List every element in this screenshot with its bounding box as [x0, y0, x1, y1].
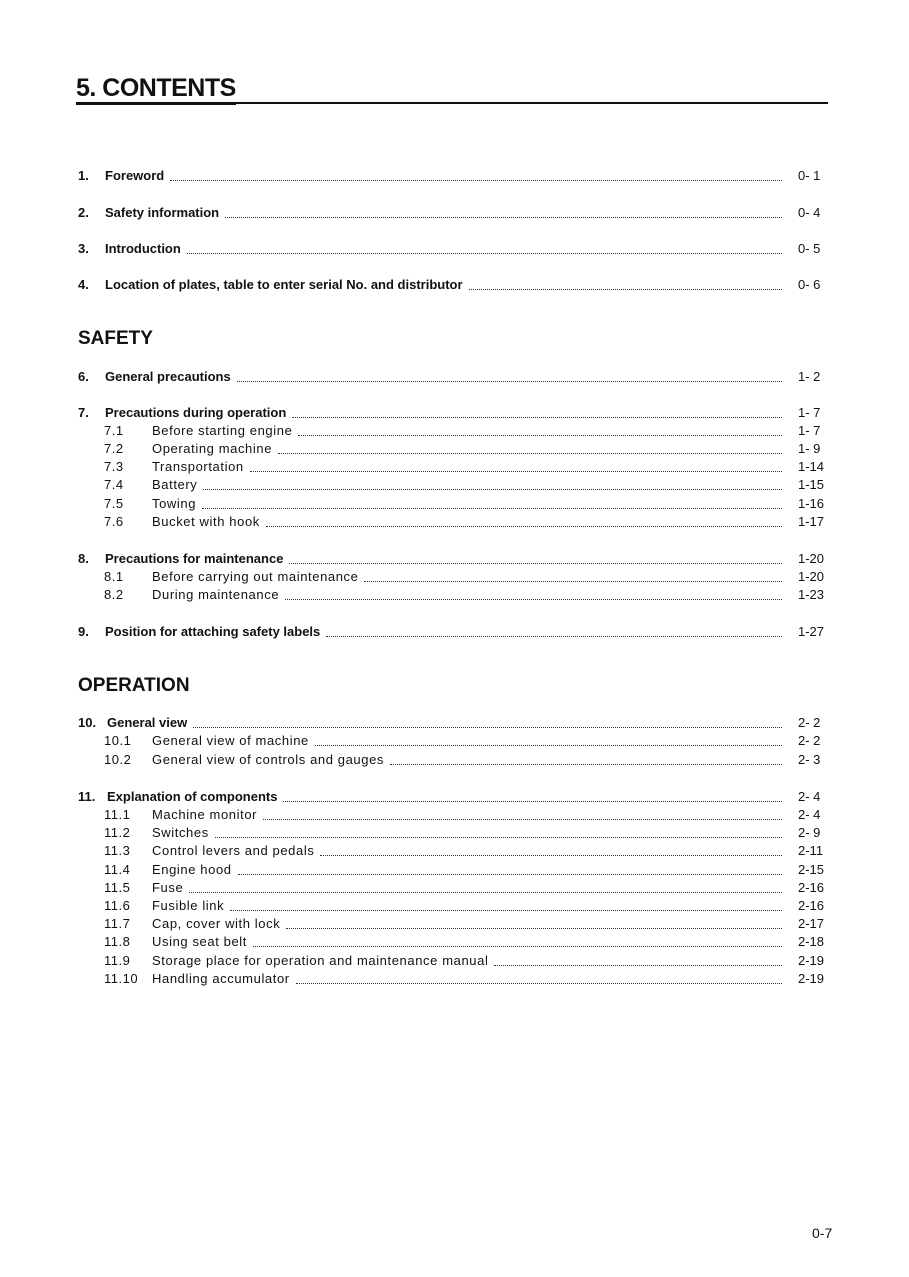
dot-leader [215, 836, 782, 838]
subentry-page: 1- 7 [798, 423, 821, 438]
subentry-number: 7.3 [104, 459, 124, 474]
subentry-number: 7.4 [104, 477, 124, 492]
dot-leader [494, 964, 782, 966]
dot-leader [364, 580, 782, 582]
subentry-number: 7.1 [104, 423, 124, 438]
entry-number: 8. [78, 551, 89, 566]
dot-leader [320, 854, 782, 856]
dot-leader [266, 525, 782, 527]
subentry-number: 11.5 [104, 880, 131, 895]
entry-label: Position for attaching safety labels [105, 624, 321, 639]
entry-label: Introduction [105, 241, 181, 256]
toc-entry[interactable] [78, 368, 830, 386]
dot-leader [237, 380, 782, 382]
subentry-page: 1- 9 [798, 441, 821, 456]
toc-subentry[interactable] [104, 970, 830, 988]
subentry-page: 1-16 [798, 496, 825, 511]
subentry-number: 11.7 [104, 916, 131, 931]
entry-page: 2- 2 [798, 715, 821, 730]
toc-subentry[interactable] [104, 440, 830, 458]
dot-leader [390, 763, 782, 765]
dot-leader [263, 818, 782, 820]
toc-entry[interactable] [78, 623, 830, 641]
dot-leader [289, 562, 782, 564]
subentry-page: 2-19 [798, 953, 825, 968]
subentry-label: Cap, cover with lock [152, 916, 281, 931]
dot-leader [286, 927, 782, 929]
toc-subentry[interactable] [104, 495, 830, 513]
entry-number: 6. [78, 369, 89, 384]
section-heading-safety: SAFETY [78, 328, 153, 349]
subentry-number: 11.2 [104, 825, 131, 840]
subentry-label: Control levers and pedals [152, 843, 315, 858]
subentry-label: Storage place for operation and maintenance manual [152, 953, 489, 968]
entry-label: Explanation of components [107, 789, 278, 804]
entry-number: 11. [78, 789, 96, 804]
dot-leader [170, 179, 782, 181]
subentry-label: Fusible link [152, 898, 225, 913]
subentry-number: 11.9 [104, 953, 131, 968]
subentry-page: 2-16 [798, 898, 825, 913]
dot-leader [193, 726, 782, 728]
subentry-page: 2-17 [798, 916, 825, 931]
subentry-label: Bucket with hook [152, 514, 260, 529]
toc-subentry[interactable] [104, 586, 830, 604]
entry-number: 2. [78, 205, 89, 220]
toc-subentry[interactable] [104, 861, 830, 879]
toc-entry[interactable] [78, 550, 830, 568]
subentry-page: 1-14 [798, 459, 825, 474]
toc-subentry[interactable] [104, 952, 830, 970]
subentry-number: 10.2 [104, 752, 132, 767]
toc-entry[interactable] [78, 404, 830, 422]
toc-entry[interactable] [78, 276, 830, 294]
subentry-page: 1-20 [798, 569, 825, 584]
subentry-page: 1-17 [798, 514, 825, 529]
entry-page: 0- 4 [798, 205, 821, 220]
entry-page: 1- 2 [798, 369, 821, 384]
subentry-number: 10.1 [104, 733, 132, 748]
toc-entry[interactable] [78, 204, 830, 222]
dot-leader [189, 891, 782, 893]
entry-page: 0- 5 [798, 241, 821, 256]
subentry-number: 8.2 [104, 587, 124, 602]
subentry-page: 2- 9 [798, 825, 821, 840]
subentry-label: Towing [152, 496, 197, 511]
entry-label: Precautions for maintenance [105, 551, 284, 566]
subentry-number: 11.4 [104, 862, 131, 877]
subentry-number: 7.6 [104, 514, 124, 529]
subentry-page: 2- 4 [798, 807, 821, 822]
subentry-label: Using seat belt [152, 934, 247, 949]
subentry-number: 8.1 [104, 569, 124, 584]
dot-leader [315, 744, 782, 746]
toc-subentry[interactable] [104, 513, 830, 531]
subentry-label: General view of machine [152, 733, 309, 748]
dot-leader [230, 909, 782, 911]
subentry-label: Before carrying out maintenance [152, 569, 359, 584]
page-title: 5. CONTENTS [76, 74, 236, 102]
dot-leader [225, 216, 782, 218]
subentry-label: Switches [152, 825, 209, 840]
subentry-label: Transportation [152, 459, 244, 474]
toc-subentry[interactable] [104, 806, 830, 824]
dot-leader [202, 507, 782, 509]
dot-leader [298, 434, 782, 436]
section-heading-operation: OPERATION [78, 675, 190, 696]
dot-leader [285, 598, 782, 600]
toc-entry[interactable] [78, 788, 830, 806]
entry-label: Foreword [105, 168, 165, 183]
entry-label: Safety information [105, 205, 220, 220]
subentry-label: Handling accumulator [152, 971, 290, 986]
dot-leader [326, 635, 782, 637]
toc-entry[interactable] [78, 167, 830, 185]
dot-leader [203, 488, 782, 490]
subentry-page: 2- 2 [798, 733, 821, 748]
entry-page: 1-27 [798, 624, 825, 639]
subentry-number: 11.3 [104, 843, 131, 858]
entry-number: 3. [78, 241, 89, 256]
entry-label: General precautions [105, 369, 231, 384]
subentry-label: Operating machine [152, 441, 273, 456]
toc-subentry[interactable] [104, 732, 830, 750]
subentry-page: 2-19 [798, 971, 825, 986]
subentry-label: Engine hood [152, 862, 232, 877]
page-number: 0-7 [812, 1225, 833, 1241]
subentry-number: 11.6 [104, 898, 131, 913]
dot-leader [278, 452, 782, 454]
toc-entry[interactable] [78, 240, 830, 258]
dot-leader [250, 470, 782, 472]
entry-page: 1-20 [798, 551, 825, 566]
subentry-page: 1-23 [798, 587, 825, 602]
dot-leader [283, 800, 782, 802]
subentry-page: 2-15 [798, 862, 825, 877]
subentry-page: 2-18 [798, 934, 825, 949]
subentry-number: 11.1 [104, 807, 131, 822]
toc-subentry[interactable] [104, 933, 830, 951]
subentry-label: Before starting engine [152, 423, 293, 438]
toc-subentry[interactable] [104, 842, 830, 860]
entry-label: Precautions during operation [105, 405, 287, 420]
entry-page: 2- 4 [798, 789, 821, 804]
toc-subentry[interactable] [104, 476, 830, 494]
subentry-page: 2-11 [798, 843, 824, 858]
toc-subentry[interactable] [104, 879, 830, 897]
dot-leader [253, 945, 782, 947]
toc-entry[interactable] [78, 714, 830, 732]
toc-subentry[interactable] [104, 568, 830, 586]
subentry-label: During maintenance [152, 587, 280, 602]
toc-subentry[interactable] [104, 751, 830, 769]
dot-leader [469, 288, 782, 290]
entry-page: 1- 7 [798, 405, 821, 420]
entry-label: Location of plates, table to enter serial No. and distributor [105, 277, 463, 292]
toc-subentry[interactable] [104, 915, 830, 933]
subentry-label: Machine monitor [152, 807, 258, 822]
toc-subentry[interactable] [104, 458, 830, 476]
subentry-page: 2-16 [798, 880, 825, 895]
toc-subentry[interactable] [104, 422, 830, 440]
subentry-label: Battery [152, 477, 198, 492]
subentry-number: 7.5 [104, 496, 124, 511]
subentry-label: Fuse [152, 880, 184, 895]
dot-leader [296, 982, 782, 984]
entry-number: 1. [78, 168, 89, 183]
toc-subentry[interactable] [104, 897, 830, 915]
entry-page: 0- 1 [798, 168, 821, 183]
entry-label: General view [107, 715, 188, 730]
subentry-number: 11.8 [104, 934, 131, 949]
entry-number: 9. [78, 624, 89, 639]
dot-leader [292, 416, 782, 418]
subentry-page: 2- 3 [798, 752, 821, 767]
subentry-label: General view of controls and gauges [152, 752, 385, 767]
entry-number: 10. [78, 715, 97, 730]
subentry-number: 7.2 [104, 441, 124, 456]
toc-subentry[interactable] [104, 824, 830, 842]
dot-leader [187, 252, 782, 254]
entry-page: 0- 6 [798, 277, 821, 292]
subentry-number: 11.10 [104, 971, 139, 986]
entry-number: 7. [78, 405, 89, 420]
dot-leader [238, 873, 782, 875]
subentry-page: 1-15 [798, 477, 825, 492]
title-rule [76, 74, 828, 104]
entry-number: 4. [78, 277, 89, 292]
